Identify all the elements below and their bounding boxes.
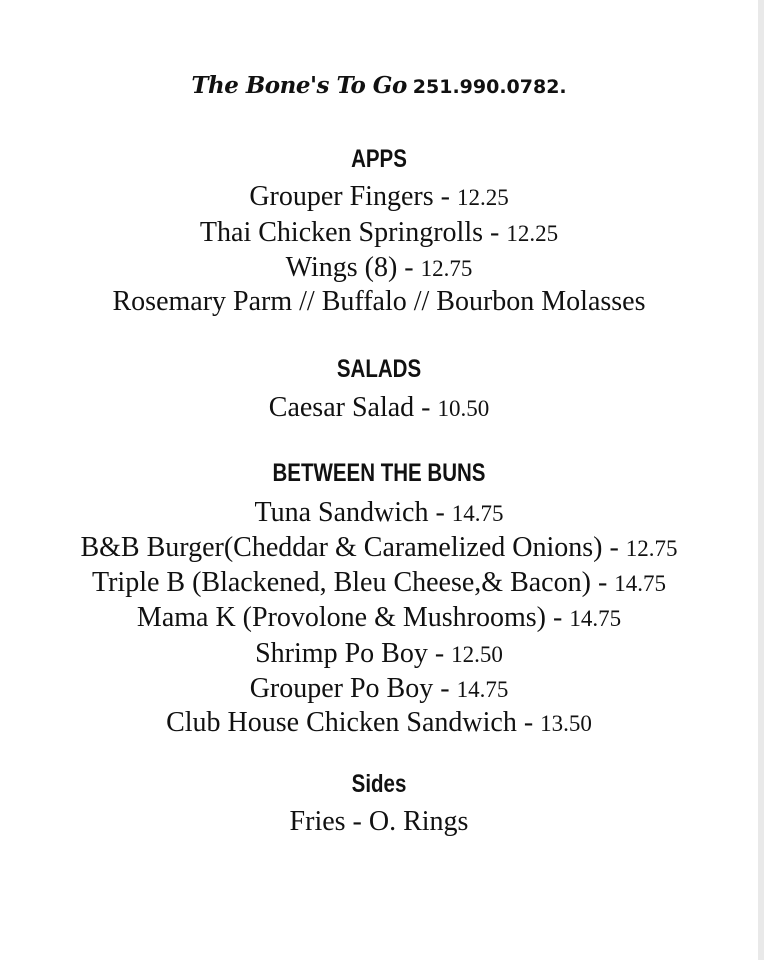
menu-item [0,499,758,527]
item-price: 14.75 [451,501,504,526]
item-price: 14.75 [569,606,622,631]
menu-item [0,394,758,422]
menu-item [0,604,758,632]
menu-item [0,709,758,737]
menu-item [0,640,758,668]
menu-item [0,534,758,562]
item-price: 14.75 [614,571,667,596]
item-name: Tuna Sandwich - [254,497,452,528]
menu-item [0,675,758,703]
section-title-sides: Sides [351,770,407,798]
menu-item [0,569,758,597]
item-name: Caesar Salad - [268,392,438,423]
brand-name: The Bone's To Go [191,72,407,99]
phone-number: 251.990.0782. [412,76,567,98]
page-edge [758,0,764,960]
menu-item-note [0,288,758,316]
item-name: Shrimp Po Boy - [255,638,452,669]
section-title-salads: SALADS [336,355,422,383]
item-name: Club House Chicken Sandwich - [166,707,541,738]
item-price: 12.25 [506,221,559,246]
item-price: 10.50 [437,396,490,421]
section-title-between-the-buns: BETWEEN THE BUNS [272,459,486,487]
menu-item [0,183,758,211]
item-price: 12.75 [625,536,678,561]
item-name: Grouper Fingers - [249,181,457,212]
section-title-apps: APPS [351,145,407,173]
menu-header [0,72,758,99]
menu-item [0,254,758,282]
item-price: 13.50 [540,711,592,736]
item-price: 12.75 [420,256,473,281]
item-name: B&B Burger(Cheddar & Caramelized Onions) - [80,532,626,563]
item-name: Grouper Po Boy - [249,673,457,704]
item-price: 12.25 [456,185,509,210]
menu-item [0,808,758,836]
item-price: 12.50 [451,642,503,667]
item-price: 14.75 [456,677,509,702]
menu-item [0,219,758,247]
item-name: Triple B (Blackened, Bleu Cheese,& Bacon) - [91,567,615,598]
item-name: Thai Chicken Springrolls - [199,217,507,248]
item-name: Mama K (Provolone & Mushrooms) - [136,602,570,633]
item-name: Rosemary Parm // Buffalo // Bourbon Molasses [112,286,646,317]
item-name: Fries - O. Rings [289,806,469,837]
item-name: Wings (8) - [285,252,421,283]
